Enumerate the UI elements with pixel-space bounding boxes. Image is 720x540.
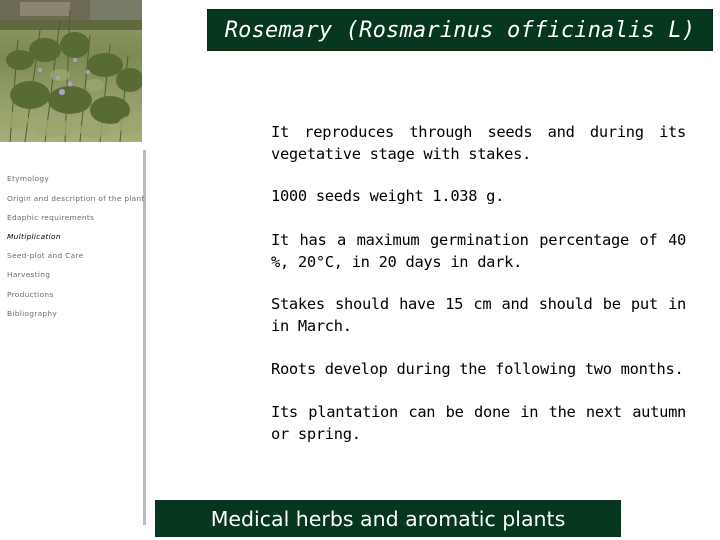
nav-item-origin-description[interactable]: Origin and description of the plant — [7, 194, 145, 203]
footer-banner — [155, 500, 621, 537]
paragraph-reproduction: It reproduces through seeds and during its vegetative stage with stakes. — [271, 123, 686, 163]
title-banner — [207, 9, 713, 51]
paragraph-germination: It has a maximum germination percentage of 40 %, 20°C, in 20 days in dark. — [271, 231, 686, 271]
sidebar-divider — [143, 150, 146, 525]
nav-item-bibliography[interactable]: Bibliography — [7, 309, 58, 318]
footer-label: Medical herbs and aromatic plants — [210, 506, 566, 531]
paragraph-stakes: Stakes should have 15 cm and should be put in in March. — [271, 295, 686, 335]
page-title: Rosemary (Rosmarinus officinalis L) — [224, 17, 696, 43]
paragraph-seed-weight: 1000 seeds weight 1.038 g. — [271, 187, 505, 205]
nav-item-multiplication[interactable]: Multiplication — [7, 232, 61, 241]
nav-item-edaphic-requirements[interactable]: Edaphic requirements — [7, 213, 95, 222]
nav-item-productions[interactable]: Productions — [7, 290, 54, 299]
paragraph-plantation: Its plantation can be done in the next autumn or spring. — [271, 403, 686, 443]
nav-item-etymology[interactable]: Etymology — [7, 174, 50, 183]
paragraph-roots: Roots develop during the following two months. — [271, 360, 684, 378]
nav-item-harvesting[interactable]: Harvesting — [7, 270, 51, 279]
rosemary-photo-drawing — [0, 0, 142, 142]
rosemary-photo — [0, 0, 142, 142]
nav-item-seed-plot-care[interactable]: Seed-plot and Care — [7, 251, 84, 260]
